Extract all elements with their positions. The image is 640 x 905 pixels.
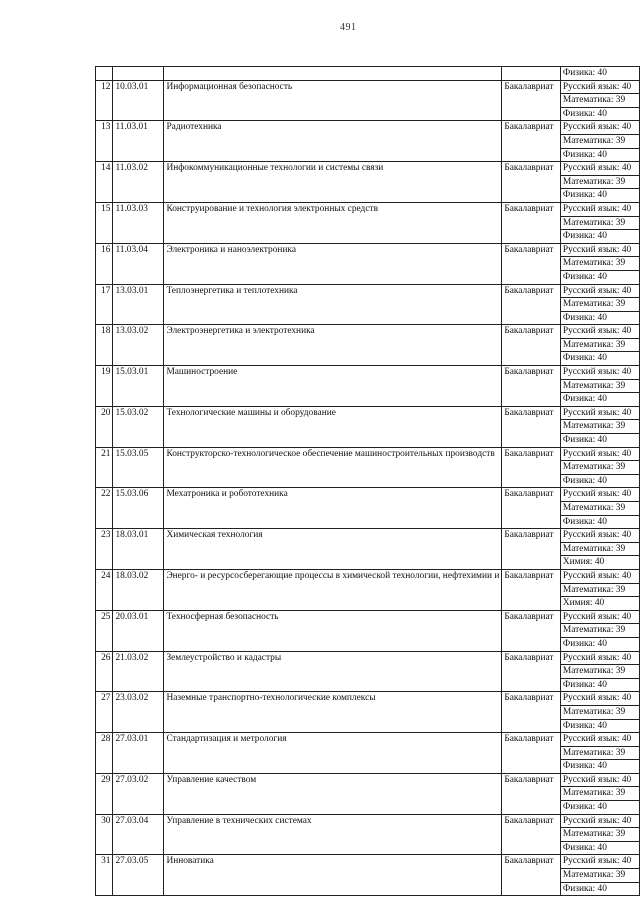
name-cell: Конструирование и технология электронных средств <box>164 202 502 243</box>
name-cell: Наземные транспортно-технологические комплексы <box>164 692 502 733</box>
code-cell: 13.03.02 <box>113 325 164 366</box>
exam-cell: Русский язык: 40 <box>560 855 639 869</box>
exam-cell: Физика: 40 <box>560 515 639 529</box>
code-cell: 10.03.01 <box>113 80 164 121</box>
table-row <box>96 610 640 624</box>
table-row <box>96 855 640 869</box>
table-row <box>96 529 640 543</box>
exam-cell: Русский язык: 40 <box>560 406 639 420</box>
number-cell: 25 <box>96 610 113 651</box>
exam-cell: Математика: 39 <box>560 746 639 760</box>
exam-cell: Русский язык: 40 <box>560 529 639 543</box>
exam-cell: Физика: 40 <box>560 148 639 162</box>
level-cell: Бакалавриат <box>502 325 561 366</box>
code-cell: 20.03.01 <box>113 610 164 651</box>
exam-cell: Физика: 40 <box>560 393 639 407</box>
number-cell: 16 <box>96 243 113 284</box>
exam-cell: Русский язык: 40 <box>560 488 639 502</box>
exam-cell: Физика: 40 <box>560 434 639 448</box>
programs-table <box>95 66 640 896</box>
exam-cell: Русский язык: 40 <box>560 610 639 624</box>
code-cell: 13.03.01 <box>113 284 164 325</box>
exam-cell: Русский язык: 40 <box>560 569 639 583</box>
exam-cell: Физика: 40 <box>560 841 639 855</box>
number-cell: 20 <box>96 406 113 447</box>
number-cell: 26 <box>96 651 113 692</box>
exam-cell: Русский язык: 40 <box>560 773 639 787</box>
name-cell: Энерго- и ресурсосберегающие процессы в химической технологии, нефтехимии и <box>164 569 502 610</box>
level-cell: Бакалавриат <box>502 733 561 774</box>
code-cell <box>113 67 164 81</box>
table-row <box>96 202 640 216</box>
exam-cell: Русский язык: 40 <box>560 80 639 94</box>
exam-cell: Физика: 40 <box>560 801 639 815</box>
level-cell: Бакалавриат <box>502 773 561 814</box>
level-cell: Бакалавриат <box>502 243 561 284</box>
level-cell: Бакалавриат <box>502 447 561 488</box>
level-cell: Бакалавриат <box>502 610 561 651</box>
name-cell: Электроэнергетика и электротехника <box>164 325 502 366</box>
exam-cell: Математика: 39 <box>560 420 639 434</box>
exam-cell: Математика: 39 <box>560 216 639 230</box>
number-cell: 18 <box>96 325 113 366</box>
number-cell: 19 <box>96 366 113 407</box>
level-cell: Бакалавриат <box>502 80 561 121</box>
exam-cell: Русский язык: 40 <box>560 284 639 298</box>
exam-cell: Физика: 40 <box>560 760 639 774</box>
table-row <box>96 733 640 747</box>
name-cell: Конструкторско-технологическое обеспечение машиностроительных производств <box>164 447 502 488</box>
level-cell: Бакалавриат <box>502 651 561 692</box>
exam-cell: Математика: 39 <box>560 542 639 556</box>
exam-cell: Математика: 39 <box>560 175 639 189</box>
name-cell: Радиотехника <box>164 121 502 162</box>
exam-cell: Физика: 40 <box>560 67 639 81</box>
table-row <box>96 80 640 94</box>
exam-cell: Математика: 39 <box>560 298 639 312</box>
name-cell <box>164 67 502 81</box>
number-cell: 27 <box>96 692 113 733</box>
exam-cell: Физика: 40 <box>560 189 639 203</box>
level-cell: Бакалавриат <box>502 855 561 896</box>
name-cell: Инфокоммуникационные технологии и системы связи <box>164 162 502 203</box>
number-cell: 12 <box>96 80 113 121</box>
code-cell: 15.03.01 <box>113 366 164 407</box>
number-cell: 17 <box>96 284 113 325</box>
exam-cell: Математика: 39 <box>560 624 639 638</box>
name-cell: Инноватика <box>164 855 502 896</box>
table-row <box>96 406 640 420</box>
table-row <box>96 447 640 461</box>
number-cell: 23 <box>96 529 113 570</box>
exam-cell: Русский язык: 40 <box>560 447 639 461</box>
level-cell: Бакалавриат <box>502 202 561 243</box>
code-cell: 11.03.02 <box>113 162 164 203</box>
level-cell: Бакалавриат <box>502 121 561 162</box>
exam-cell: Математика: 39 <box>560 705 639 719</box>
exam-cell: Физика: 40 <box>560 882 639 896</box>
code-cell: 11.03.03 <box>113 202 164 243</box>
name-cell: Теплоэнергетика и теплотехника <box>164 284 502 325</box>
exam-cell: Математика: 39 <box>560 869 639 883</box>
number-cell: 24 <box>96 569 113 610</box>
exam-cell: Математика: 39 <box>560 461 639 475</box>
number-cell: 30 <box>96 814 113 855</box>
exam-cell: Математика: 39 <box>560 502 639 516</box>
exam-cell: Физика: 40 <box>560 107 639 121</box>
exam-cell: Физика: 40 <box>560 719 639 733</box>
code-cell: 27.03.05 <box>113 855 164 896</box>
table-row <box>96 284 640 298</box>
table-row <box>96 366 640 380</box>
number-cell: 14 <box>96 162 113 203</box>
code-cell: 27.03.02 <box>113 773 164 814</box>
exam-cell: Русский язык: 40 <box>560 651 639 665</box>
level-cell: Бакалавриат <box>502 284 561 325</box>
table-row <box>96 121 640 135</box>
name-cell: Землеустройство и кадастры <box>164 651 502 692</box>
exam-cell: Русский язык: 40 <box>560 202 639 216</box>
exam-cell: Физика: 40 <box>560 637 639 651</box>
exam-cell: Математика: 39 <box>560 787 639 801</box>
table-row <box>96 488 640 502</box>
name-cell: Электроника и наноэлектроника <box>164 243 502 284</box>
code-cell: 21.03.02 <box>113 651 164 692</box>
name-cell: Управление качеством <box>164 773 502 814</box>
number-cell: 15 <box>96 202 113 243</box>
exam-cell: Физика: 40 <box>560 230 639 244</box>
name-cell: Стандартизация и метрология <box>164 733 502 774</box>
exam-cell: Математика: 39 <box>560 134 639 148</box>
exam-cell: Математика: 39 <box>560 257 639 271</box>
code-cell: 11.03.01 <box>113 121 164 162</box>
exam-cell: Физика: 40 <box>560 270 639 284</box>
code-cell: 18.03.02 <box>113 569 164 610</box>
exam-cell: Русский язык: 40 <box>560 733 639 747</box>
exam-cell: Математика: 39 <box>560 94 639 108</box>
exam-cell: Русский язык: 40 <box>560 814 639 828</box>
exam-cell: Математика: 39 <box>560 583 639 597</box>
number-cell: 29 <box>96 773 113 814</box>
table-row <box>96 692 640 706</box>
number-cell: 22 <box>96 488 113 529</box>
number-cell: 31 <box>96 855 113 896</box>
level-cell: Бакалавриат <box>502 488 561 529</box>
number-cell: 13 <box>96 121 113 162</box>
table-row <box>96 162 640 176</box>
table-row <box>96 773 640 787</box>
exam-cell: Химия: 40 <box>560 556 639 570</box>
level-cell: Бакалавриат <box>502 406 561 447</box>
level-cell: Бакалавриат <box>502 814 561 855</box>
number-cell: 28 <box>96 733 113 774</box>
level-cell: Бакалавриат <box>502 162 561 203</box>
exam-cell: Русский язык: 40 <box>560 325 639 339</box>
table-row <box>96 814 640 828</box>
exam-cell: Русский язык: 40 <box>560 121 639 135</box>
code-cell: 15.03.02 <box>113 406 164 447</box>
table-row <box>96 243 640 257</box>
exam-cell: Математика: 39 <box>560 338 639 352</box>
name-cell: Химическая технология <box>164 529 502 570</box>
exam-cell: Математика: 39 <box>560 828 639 842</box>
exam-cell: Математика: 39 <box>560 379 639 393</box>
number-cell: 21 <box>96 447 113 488</box>
name-cell: Техносферная безопасность <box>164 610 502 651</box>
exam-cell: Русский язык: 40 <box>560 162 639 176</box>
level-cell: Бакалавриат <box>502 529 561 570</box>
code-cell: 27.03.04 <box>113 814 164 855</box>
exam-cell: Русский язык: 40 <box>560 366 639 380</box>
programs-table-body <box>96 67 640 896</box>
name-cell: Машиностроение <box>164 366 502 407</box>
number-cell <box>96 67 113 81</box>
exam-cell: Математика: 39 <box>560 665 639 679</box>
level-cell: Бакалавриат <box>502 692 561 733</box>
code-cell: 15.03.06 <box>113 488 164 529</box>
level-cell <box>502 67 561 81</box>
name-cell: Управление в технических системах <box>164 814 502 855</box>
page-number: 491 <box>340 22 357 33</box>
table-row-continued <box>96 67 640 81</box>
code-cell: 18.03.01 <box>113 529 164 570</box>
level-cell: Бакалавриат <box>502 366 561 407</box>
level-cell: Бакалавриат <box>502 569 561 610</box>
exam-cell: Химия: 40 <box>560 597 639 611</box>
name-cell: Информационная безопасность <box>164 80 502 121</box>
table-row <box>96 569 640 583</box>
exam-cell: Физика: 40 <box>560 352 639 366</box>
table-row <box>96 325 640 339</box>
code-cell: 15.03.05 <box>113 447 164 488</box>
exam-cell: Физика: 40 <box>560 678 639 692</box>
code-cell: 23.03.02 <box>113 692 164 733</box>
name-cell: Технологические машины и оборудование <box>164 406 502 447</box>
exam-cell: Физика: 40 <box>560 474 639 488</box>
code-cell: 11.03.04 <box>113 243 164 284</box>
name-cell: Мехатроника и робототехника <box>164 488 502 529</box>
exam-cell: Русский язык: 40 <box>560 243 639 257</box>
exam-cell: Русский язык: 40 <box>560 692 639 706</box>
table-row <box>96 651 640 665</box>
exam-cell: Физика: 40 <box>560 311 639 325</box>
code-cell: 27.03.01 <box>113 733 164 774</box>
